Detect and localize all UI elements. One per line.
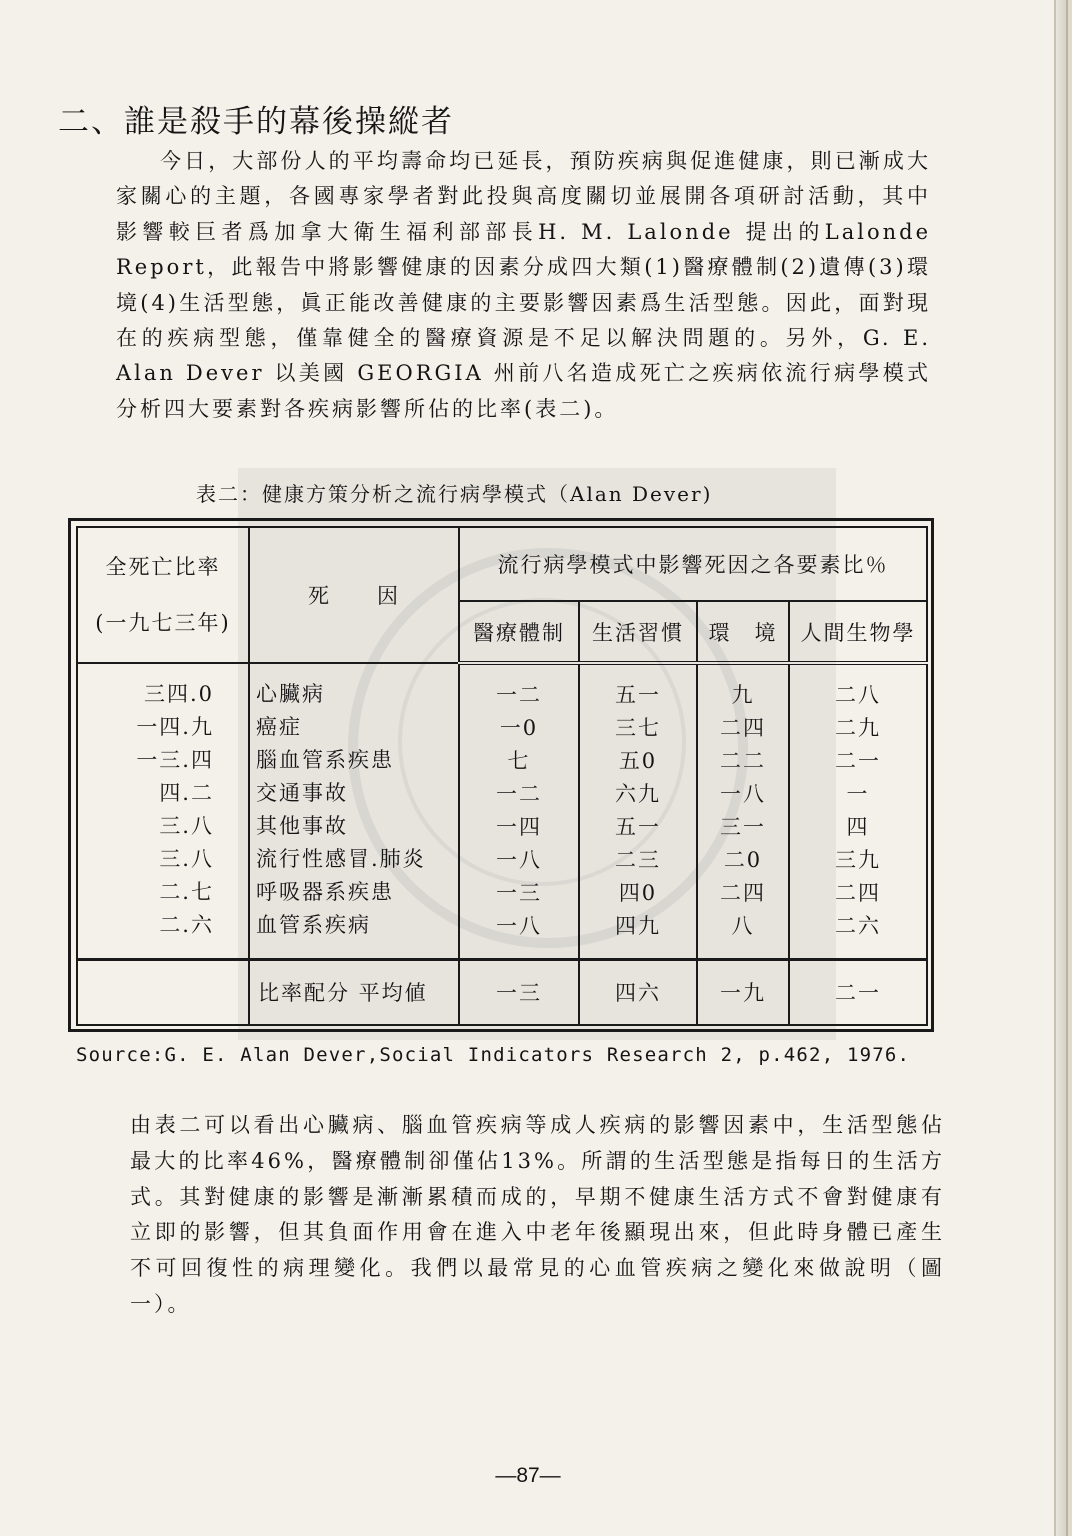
biology-cell: 二一	[835, 749, 881, 773]
data-table	[76, 526, 928, 1026]
lifestyle-cell: 二三	[615, 848, 661, 872]
environment-cell: 一八	[720, 782, 766, 806]
medical-cell: 一二	[496, 683, 542, 707]
biology-cell: 二四	[835, 881, 881, 905]
average-label: 比率配分 平均値	[249, 959, 459, 1025]
biology-cell: 一	[846, 782, 870, 806]
medical-cell: 一二	[496, 782, 542, 806]
average-lifestyle: 四六	[579, 959, 697, 1025]
average-biology: 二一	[789, 959, 927, 1025]
medical-cell: 一三	[496, 881, 542, 905]
medical-cell: 七	[507, 749, 531, 773]
source-citation: Source:G. E. Alan Dever,Social Indicators Research 2, p.462, 1976.	[76, 1044, 911, 1066]
mortality-rate-column	[77, 663, 249, 959]
lifestyle-cell: 四0	[618, 881, 658, 905]
lifestyle-cell: 五一	[615, 683, 661, 707]
environment-cell: 二四	[720, 716, 766, 740]
environment-column	[697, 663, 789, 959]
environment-cell: 二四	[720, 881, 766, 905]
biology-cell: 二六	[835, 914, 881, 938]
rate-cell: 一四.九	[136, 715, 214, 739]
mortality-rate-header-line1: 全死亡比率	[105, 555, 221, 579]
average-medical: 一三	[459, 959, 579, 1025]
lifestyle-cell: 六九	[615, 782, 661, 806]
biology-cell: 四	[846, 815, 870, 839]
footer-empty-cell	[77, 959, 249, 1025]
lifestyle-cell: 三七	[615, 716, 661, 740]
cause-cell: 癌症	[256, 715, 302, 739]
cause-cell: 交通事故	[256, 781, 348, 805]
medical-cell: 一八	[496, 848, 542, 872]
rate-cell: 二.六	[159, 913, 214, 937]
medical-system-column	[459, 663, 579, 959]
lifestyle-column	[579, 663, 697, 959]
mortality-rate-header	[77, 527, 249, 663]
cause-cell: 腦血管系疾患	[256, 748, 394, 772]
environment-header: 環 境	[697, 601, 789, 663]
medical-system-header: 醫療體制	[459, 601, 579, 663]
medical-cell: 一四	[496, 815, 542, 839]
lifestyle-cell: 五0	[618, 749, 658, 773]
cause-cell: 血管系疾病	[256, 913, 371, 937]
rate-cell: 一三.四	[136, 748, 214, 772]
page-number: —87—	[495, 1464, 561, 1487]
section-heading: 二、誰是殺手的幕後操縱者	[58, 104, 454, 140]
biology-cell: 三九	[835, 848, 881, 872]
lifestyle-cell: 四九	[615, 914, 661, 938]
factor-group-header: 流行病學模式中影響死因之各要素比％	[459, 527, 927, 601]
biology-cell: 二九	[835, 716, 881, 740]
cause-cell: 其他事故	[256, 814, 348, 838]
rate-cell: 三.八	[159, 814, 214, 838]
lifestyle-cell: 五一	[615, 815, 661, 839]
rate-cell: 三四.0	[143, 682, 214, 706]
page-edge	[1054, 0, 1072, 1536]
environment-cell: 二0	[723, 848, 763, 872]
cause-header: 死 因	[249, 527, 459, 663]
human-biology-column	[789, 663, 927, 959]
cause-cell: 呼吸器系疾患	[256, 880, 394, 904]
average-environment: 一九	[697, 959, 789, 1025]
environment-cell: 二二	[720, 749, 766, 773]
epidemiology-table	[68, 518, 934, 1032]
cause-cell: 心臟病	[256, 682, 325, 706]
lifestyle-header: 生活習慣	[579, 601, 697, 663]
rate-cell: 三.八	[159, 847, 214, 871]
cause-column	[249, 663, 459, 959]
table-caption: 表二：健康方策分析之流行病學模式（Alan Dever)	[196, 482, 713, 506]
human-biology-header: 人間生物學	[789, 601, 927, 663]
cause-cell: 流行性感冒.肺炎	[256, 847, 426, 871]
biology-cell: 二八	[835, 683, 881, 707]
environment-cell: 八	[731, 914, 755, 938]
rate-cell: 二.七	[159, 880, 214, 904]
medical-cell: 一八	[496, 914, 542, 938]
medical-cell: 一0	[499, 716, 539, 740]
environment-cell: 三一	[720, 815, 766, 839]
rate-cell: 四.二	[159, 781, 214, 805]
mortality-rate-header-line2: (一九七三年)	[95, 611, 231, 635]
analysis-paragraph: 由表二可以看出心臟病、腦血管疾病等成人疾病的影響因素中，生活型態佔最大的比率46%，醫療體制卻僅佔13%。所謂的生活型態是指每日的生活方式。其對健康的影響是漸漸累積而成的，早期不健康生活方式不會對健康有立即的影響，但其負面作用會在進入中老年後顯現出來，但此時身體已產生不可回復性的病理變化。我們以最常見的心血管疾病之變化來做說明（圖一）。	[130, 1113, 945, 1316]
intro-paragraph: 今日，大部份人的平均壽命均已延長，預防疾病與促進健康，則已漸成大家關心的主題，各國專家學者對此投與高度關切並展開各項研討活動，其中影響較巨者爲加拿大衛生福利部部長H. M. Lalonde 提出的Lalonde Report，此報告中將影響健康的因素分成四大類(1)醫療體制(2)遺傳(3)環境(4)生活型態，眞正能改善健康的主要影響因素爲生活型態。因此，面對現在的疾病型態，僅靠健全的醫療資源是不足以解決問題的。另外，G. E. Alan Dever 以美國 GEORGIA 州前八名造成死亡之疾病依流行病學模式分析四大要素對各疾病影響所佔的比率(表二)。	[116, 149, 931, 421]
environment-cell: 九	[731, 683, 755, 707]
